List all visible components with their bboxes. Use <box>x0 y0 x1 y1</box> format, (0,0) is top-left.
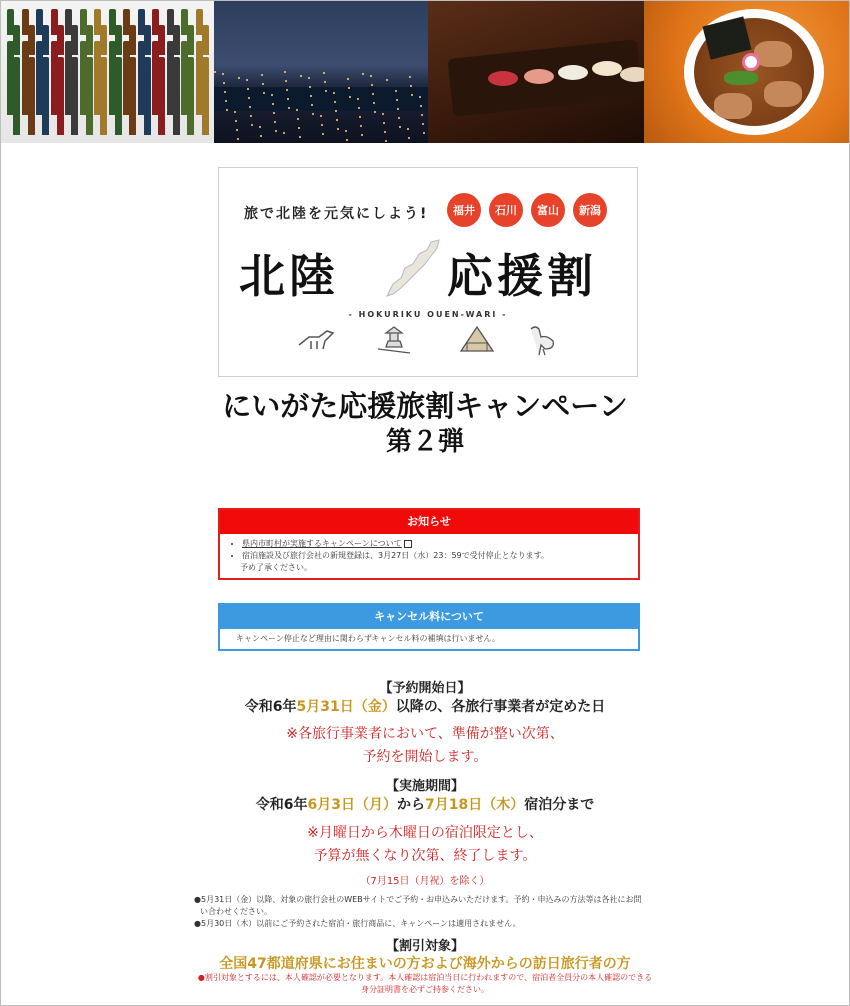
sake-bottle <box>86 25 93 55</box>
city-light <box>335 110 337 112</box>
city-light <box>311 104 313 106</box>
notice-item <box>242 538 638 550</box>
sake-bottle <box>115 89 122 135</box>
fine-print-block <box>194 894 664 930</box>
nigiri-salmon <box>524 69 554 84</box>
sake-bottle <box>173 89 180 135</box>
city-light <box>310 95 312 97</box>
city-light <box>420 105 422 107</box>
greens <box>724 71 758 85</box>
city-light <box>358 107 360 109</box>
city-light <box>271 94 273 96</box>
city-light <box>237 138 239 140</box>
pref-badge-ishikawa: 石川 <box>489 193 523 227</box>
city-light <box>225 100 227 102</box>
sake-bottle <box>202 89 209 135</box>
city-light <box>399 126 401 128</box>
city-light <box>383 122 385 124</box>
cancel-fee-body: キャンペーン停止など理由に関わらずキャンセル料の補填は行いません。 <box>236 634 500 643</box>
city-light <box>284 71 286 73</box>
cancel-fee-box <box>218 603 640 651</box>
chashu <box>714 93 752 119</box>
city-light <box>323 72 325 74</box>
city-light <box>370 75 372 77</box>
reservation-note-2: 予約を開始します。 <box>362 749 488 765</box>
city-light <box>382 113 384 115</box>
city-light <box>337 128 339 130</box>
city-light <box>411 94 413 96</box>
target-text: 全国47都道府県にお住まいの方および海外からの訪日旅行者の方 <box>219 956 631 972</box>
reservation-date: 5月31日（金） <box>296 699 396 715</box>
reservation-suffix: 以降の、各旅行事業者が定めた日 <box>395 699 606 715</box>
sake-bottle <box>42 89 49 135</box>
hero-night-city-image <box>214 1 428 143</box>
city-light <box>374 111 376 113</box>
city-light <box>261 74 263 76</box>
city-light <box>273 112 275 114</box>
target-note <box>180 972 670 996</box>
city-light <box>249 106 251 108</box>
sake-bottle <box>129 25 136 55</box>
sake-bottle <box>57 89 64 135</box>
city-light <box>410 85 412 87</box>
notice-box <box>218 508 640 580</box>
city-light <box>386 79 388 81</box>
notice-header: お知らせ <box>220 510 638 534</box>
logo-text-ouenwari: 応援割 <box>447 249 597 303</box>
city-light <box>398 117 400 119</box>
pref-badge-niigata: 新潟 <box>573 193 607 227</box>
city-light <box>322 133 324 135</box>
city-light <box>320 115 322 117</box>
chashu <box>764 81 802 107</box>
city-light <box>234 111 236 113</box>
city-light <box>288 107 290 109</box>
page-title: にいがた応援旅割キャンペーン <box>222 389 628 423</box>
sake-bottle <box>13 89 20 135</box>
fine-print-line: い合わせください。 <box>200 907 272 916</box>
city-light <box>246 79 248 81</box>
city-light <box>238 77 240 79</box>
fine-print-line: ●5月31日（金）以降、対象の旅行会社のWEBサイトでご予約・お申込みいただけます。予約・申込みの方法等は各社にお問 <box>194 895 642 904</box>
city-light <box>247 88 249 90</box>
city-light <box>272 103 274 105</box>
city-light <box>296 109 298 111</box>
hero-ramen-image <box>644 1 849 143</box>
city-light <box>309 86 311 88</box>
reservation-heading: 【予約開始日】 <box>379 681 471 696</box>
city-light <box>283 132 285 134</box>
sake-bottle <box>57 25 64 55</box>
city-light <box>421 114 423 116</box>
hero-strip <box>1 1 849 143</box>
city-light <box>236 129 238 131</box>
city-light <box>248 97 250 99</box>
sake-bottle <box>71 89 78 135</box>
nigiri-squid <box>592 61 622 76</box>
city-light <box>214 71 216 73</box>
target-heading: 【割引対象】 <box>385 939 464 954</box>
city-light <box>299 136 301 138</box>
hero-sushi-image <box>428 1 644 143</box>
period-date-line <box>0 794 850 814</box>
city-light <box>222 73 224 75</box>
period-start: 6月3日（月） <box>307 797 397 813</box>
city-light <box>357 98 359 100</box>
period-heading: 【実施期間】 <box>385 779 464 794</box>
nigiri-shrimp <box>620 67 644 82</box>
city-light <box>336 119 338 121</box>
gassho-house-icon <box>457 323 497 355</box>
period-note-2: 予算が無くなり次第、終了します。 <box>313 848 537 864</box>
nigiri-tuna <box>488 71 518 86</box>
target-note-line: 身分証明書を必ずご持参ください。 <box>361 985 489 994</box>
city-light <box>396 99 398 101</box>
stone-lantern-icon <box>374 323 414 355</box>
pref-badge-fukui: 福井 <box>447 193 481 227</box>
city-light <box>224 91 226 93</box>
external-link-icon <box>404 540 412 548</box>
pref-badge-toyama: 富山 <box>531 193 565 227</box>
city-light <box>347 78 349 80</box>
city-light <box>423 132 425 134</box>
hokuriku-map-icon <box>379 234 449 304</box>
city-light <box>312 113 314 115</box>
city-light <box>362 73 364 75</box>
sake-bottle <box>187 25 194 55</box>
city-light <box>334 101 336 103</box>
city-light <box>373 102 375 104</box>
city-light <box>226 109 228 111</box>
city-light <box>361 134 363 136</box>
period-note-1: ※月曜日から木曜日の宿泊限定とし、 <box>307 825 543 841</box>
city-light <box>308 77 310 79</box>
period-suffix: 宿泊分まで <box>524 797 595 813</box>
city-light <box>285 80 287 82</box>
city-light <box>384 131 386 133</box>
city-light <box>223 82 225 84</box>
sake-bottle <box>100 89 107 135</box>
logo-tagline: 旅で北陸を元気にしよう! <box>244 206 429 222</box>
campaign-logo <box>218 167 638 377</box>
city-light <box>359 116 361 118</box>
nigiri-white <box>558 65 588 80</box>
reservation-date-line <box>0 696 850 716</box>
city-light <box>419 96 421 98</box>
city-light <box>274 121 276 123</box>
city-light <box>397 108 399 110</box>
crested-ibis-icon <box>527 323 561 357</box>
sake-bottle <box>144 89 151 135</box>
period-prefix: 令和6年 <box>255 797 308 813</box>
city-light <box>262 83 264 85</box>
city-light <box>297 118 299 120</box>
dinosaur-icon <box>297 323 337 353</box>
city-light <box>321 124 323 126</box>
city-light <box>251 124 253 126</box>
city-light <box>298 127 300 129</box>
sake-bottle <box>115 25 122 55</box>
logo-roman-text: - HOKURIKU OUEN-WARI - <box>348 310 508 319</box>
municipal-campaign-link[interactable]: 県内市町村が実施するキャンペーンについて <box>242 539 402 548</box>
city-light <box>385 140 387 142</box>
city-light <box>371 84 373 86</box>
sake-bottle <box>42 25 49 55</box>
fine-print-line: ●5月30日（木）以前にご予約された宿泊・旅行商品に、キャンペーンは適用されません。 <box>194 919 521 928</box>
sake-bottle <box>158 25 165 55</box>
city-light <box>349 96 351 98</box>
city-light <box>325 90 327 92</box>
prefecture-badges <box>447 193 607 227</box>
page-subtitle: 第２弾 <box>385 427 464 457</box>
logo-text-hokuriku: 北陸 <box>239 249 339 303</box>
city-light <box>300 75 302 77</box>
target-note-line: ●割引対象とするには、本人確認が必要となります。本人確認は宿泊当日に行われますので、宿泊者全員分の本人確認のできる <box>197 973 653 982</box>
city-light <box>275 130 277 132</box>
period-exclusion: （7月15日（月祝）を除く） <box>360 876 490 887</box>
city-light <box>348 87 350 89</box>
city-light <box>260 135 262 137</box>
hero-sake-bottles-image <box>1 1 214 143</box>
sake-bottle <box>28 25 35 55</box>
reservation-prefix: 令和6年 <box>244 699 297 715</box>
city-light <box>250 115 252 117</box>
city-light <box>345 130 347 132</box>
sake-bottle <box>158 89 165 135</box>
city-light <box>324 81 326 83</box>
city-light <box>259 126 261 128</box>
city-light <box>422 123 424 125</box>
sake-bottle <box>86 89 93 135</box>
reservation-note-1: ※各旅行事業者において、準備が整い次第、 <box>286 726 564 742</box>
city-light <box>286 89 288 91</box>
cancel-fee-header: キャンセル料について <box>220 605 638 629</box>
city-light <box>408 137 410 139</box>
notice-item: • 宿泊施設及び旅行会社の新規登録は、3月27日（水）23：59で受付停止となります。 <box>242 550 638 562</box>
city-light <box>372 93 374 95</box>
naruto <box>742 53 760 71</box>
city-light <box>360 125 362 127</box>
sake-bottle <box>71 25 78 55</box>
period-end: 7月18日（木） <box>425 797 525 813</box>
city-light <box>287 98 289 100</box>
city-light <box>263 92 265 94</box>
city-light <box>409 76 411 78</box>
sake-bottle <box>173 25 180 55</box>
city-light <box>346 139 348 141</box>
notice-item-continued: 予め了承ください。 <box>240 563 312 572</box>
sake-bottle <box>202 25 209 55</box>
city-light <box>333 92 335 94</box>
sake-bottle <box>28 89 35 135</box>
sake-bottle <box>13 25 20 55</box>
period-mid: から <box>397 797 425 813</box>
city-light <box>395 90 397 92</box>
sake-bottle <box>129 89 136 135</box>
sake-bottle <box>144 25 151 55</box>
sake-bottle <box>100 25 107 55</box>
city-light <box>407 128 409 130</box>
notice-list <box>220 538 638 574</box>
sake-bottle <box>187 89 194 135</box>
city-light <box>235 120 237 122</box>
